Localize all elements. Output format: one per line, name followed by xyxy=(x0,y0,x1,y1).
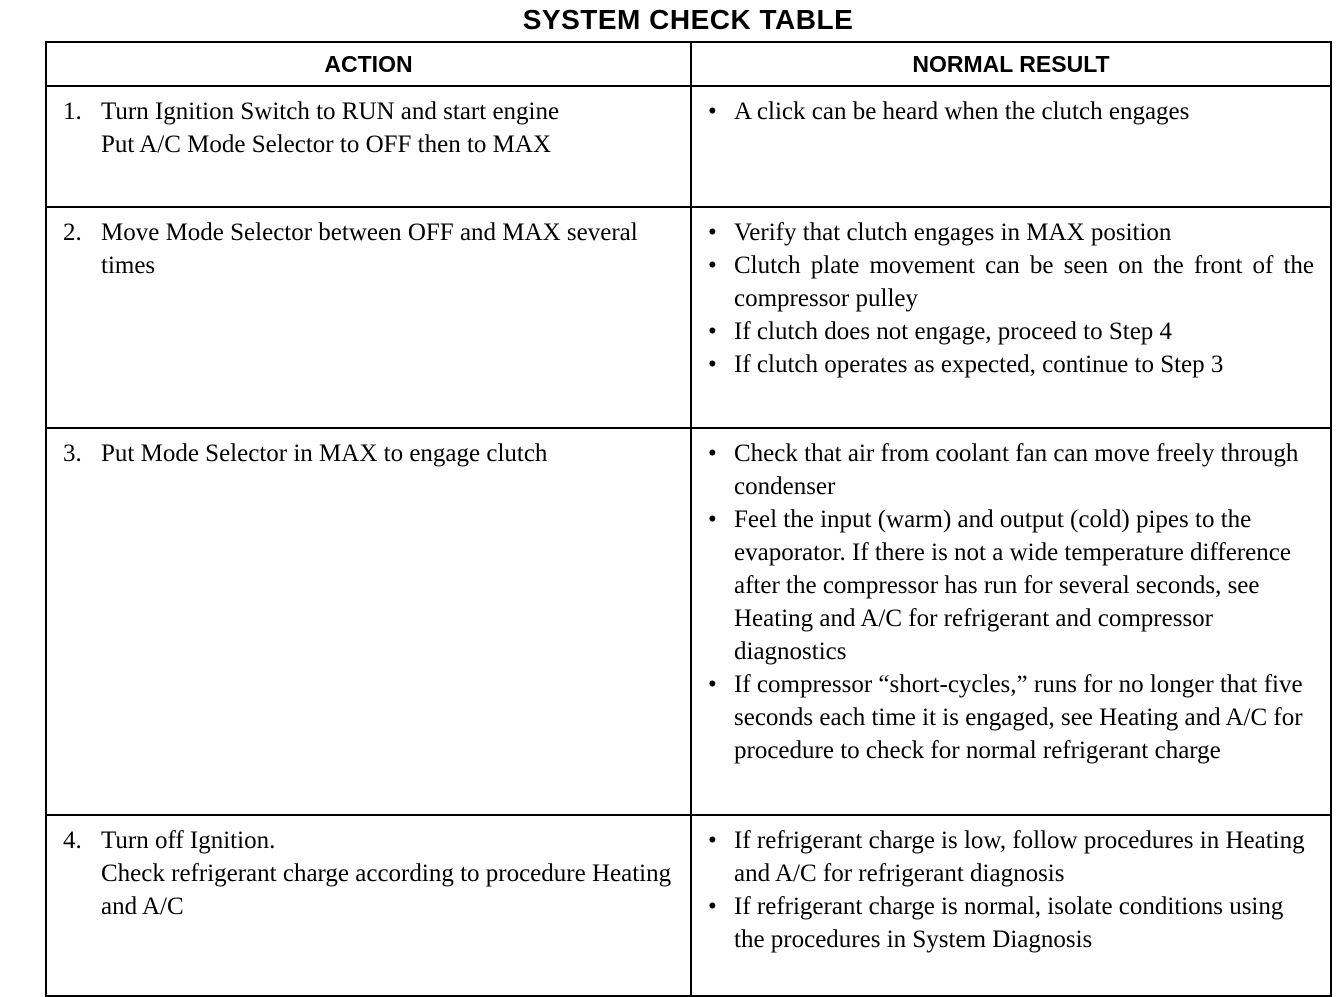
table-row-step-4 xyxy=(46,815,1331,996)
bullet-icon: • xyxy=(708,219,717,246)
result-item: • If clutch operates as expected, continue to Step 3 xyxy=(708,348,1314,381)
result-cell xyxy=(691,86,1331,207)
system-check-table xyxy=(45,41,1332,997)
action-line: Move Mode Selector between OFF and MAX several times xyxy=(101,219,638,279)
action-line: Put A/C Mode Selector to OFF then to MAX xyxy=(101,131,552,158)
step-number: 1. xyxy=(63,98,82,125)
column-header-result: NORMAL RESULT xyxy=(691,42,1331,86)
table-row-step-2 xyxy=(46,207,1331,428)
result-item: • Clutch plate movement can be seen on the front of the compressor pulley xyxy=(708,249,1314,315)
table-row-step-3 xyxy=(46,428,1331,815)
table-row-step-1 xyxy=(46,86,1331,207)
result-item: • If compressor “short-cycles,” runs for no longer that five seconds each time it is engaged, see Heating and A/C for procedure to check for normal refrigerant charge xyxy=(708,668,1314,767)
bullet-icon: • xyxy=(708,893,717,920)
action-line: Turn Ignition Switch to RUN and start engine xyxy=(101,98,560,125)
bullet-icon: • xyxy=(708,252,717,279)
table-header-row xyxy=(46,42,1331,86)
column-header-action: ACTION xyxy=(46,42,691,86)
bullet-icon: • xyxy=(708,440,717,467)
result-item: • Check that air from coolant fan can move freely through condenser xyxy=(708,437,1314,503)
bullet-icon: • xyxy=(708,671,717,698)
action-cell xyxy=(46,428,691,815)
bullet-icon: • xyxy=(708,351,717,378)
action-cell xyxy=(46,815,691,996)
table-title: SYSTEM CHECK TABLE xyxy=(522,4,854,35)
bullet-icon: • xyxy=(708,506,717,533)
bullet-icon: • xyxy=(708,827,717,854)
action-line: Check refrigerant charge according to procedure Heating and A/C xyxy=(101,860,672,920)
result-item: • If clutch does not engage, proceed to Step 4 xyxy=(708,315,1314,348)
result-item: • Verify that clutch engages in MAX position xyxy=(708,216,1314,249)
action-cell xyxy=(46,86,691,207)
action-line: Put Mode Selector in MAX to engage clutch xyxy=(101,440,548,467)
action-line: Turn off Ignition. xyxy=(101,827,276,854)
result-cell xyxy=(691,428,1331,815)
step-number: 3. xyxy=(63,440,82,467)
bullet-icon: • xyxy=(708,318,717,345)
result-cell xyxy=(691,815,1331,996)
action-cell xyxy=(46,207,691,428)
bullet-icon: • xyxy=(708,98,717,125)
step-number: 2. xyxy=(63,219,82,246)
result-item: • If refrigerant charge is low, follow procedures in Heating and A/C for refrigerant diagnosis xyxy=(708,824,1314,890)
step-number: 4. xyxy=(63,827,82,854)
result-item: • A click can be heard when the clutch engages xyxy=(708,95,1314,128)
result-cell xyxy=(691,207,1331,428)
result-item: • If refrigerant charge is normal, isolate conditions using the procedures in System Diagnosis xyxy=(708,890,1314,956)
result-item: • Feel the input (warm) and output (cold) pipes to the evaporator. If there is not a wide temperature difference after the compressor has run for several seconds, see Heating and A/C for refrigerant and compressor diagnostics xyxy=(708,503,1314,668)
